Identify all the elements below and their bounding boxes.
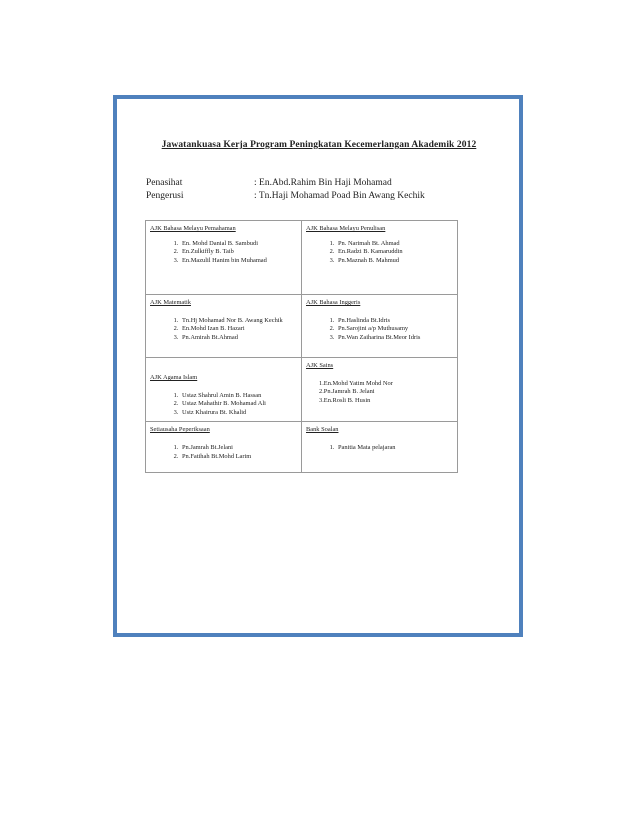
member-item: 3. Ustz Khairura Bt. Khalid [180,409,297,418]
member-list [306,444,453,453]
member-item: 2. Pn.Sarojini a/p Muthusamy [336,325,453,334]
member-item: 2.Pn.Jamrah B. Jelani [319,388,375,396]
member-item: 1. Tn.Hj Mohamad Nor B. Awang Kechik [180,317,297,326]
member-item: 3. En.Mazulil Hanim bin Muhamad [180,257,297,266]
committee-cell-bm-penulisan [302,221,458,295]
committee-heading: AJK Agama Islam [150,374,198,381]
member-item: 1. En. Mohd Danial B. Sambudi [180,240,297,249]
committee-heading: AJK Bahasa Melayu Pemahaman [150,225,236,232]
member-item: 1. Panitia Mata pelajaran [336,444,453,453]
committee-heading: AJK Sains [306,362,334,369]
committee-heading: Setiausaha Peperiksaan [150,426,210,434]
role-row-pengerusi [146,190,425,203]
member-list [306,240,453,266]
member-list [150,392,297,418]
member-item: 2. En.Mohd Izan B. Hazari [180,325,297,334]
committee-cell-bank-soalan [302,422,458,473]
committee-heading: Bank Soalan [306,426,339,434]
role-label: Penasihat [146,178,183,188]
role-label: Pengerusi [146,191,184,201]
member-item: 3.En.Rosli B. Husin [319,396,371,404]
committee-cell-sains [302,358,458,422]
member-item: 1. Pn.Jamrah Bt.Jelani [180,444,297,453]
committee-cell-bm-pemahaman [146,221,302,295]
member-item: 3. Pn.Amirah Bt.Ahmad [180,334,297,343]
committee-table [145,220,458,473]
member-list [306,317,453,343]
member-item: 3. Pn.Maznah B. Mahmud [336,257,453,266]
role-row-penasihat [146,177,425,190]
member-list [306,380,453,406]
role-value: : Tn.Haji Mohamad Poad Bin Awang Kechik [254,191,425,201]
committee-heading: AJK Bahasa Inggeris [306,299,361,306]
member-item: 1. Pn. Narimah Bt. Ahmad [336,240,453,249]
document-title: Jawatankuasa Kerja Program Peningkatan Kecemerlangan Akademik 2012 [161,140,477,150]
committee-cell-agama-islam [146,358,302,422]
member-list [150,444,297,461]
member-item: 1. Pn.Haslinda Bt.Idris [336,317,453,326]
member-item: 2. Pn.Fatihah Bt.Mohd Larim [180,453,297,462]
member-item: 2. Ustaz Mahathir B. Mohamad Ali [180,400,297,409]
member-item: 3. Pn.Wan Zaiharina Bt.Meor Idris [336,334,453,343]
member-list [150,317,297,343]
member-item: 2. En.Zulkiffly B. Taib [180,248,297,257]
member-item: 2. En.Radzi B. Kamaruddin [336,248,453,257]
committee-cell-matematik [146,295,302,358]
committee-cell-bahasa-inggeris [302,295,458,358]
committee-heading: AJK Matematik [150,299,191,306]
member-list [150,240,297,266]
roles-block [146,177,425,203]
committee-cell-setiausaha-peperiksaan [146,422,302,473]
member-item: 1.En.Mohd Yatim Mohd Nor [319,379,393,387]
committee-heading: AJK Bahasa Melayu Penulisan [306,225,386,232]
member-item: 1. Ustaz Shahrul Amin B. Hassan [180,392,297,401]
role-value: : En.Abd.Rahim Bin Haji Mohamad [254,178,392,188]
